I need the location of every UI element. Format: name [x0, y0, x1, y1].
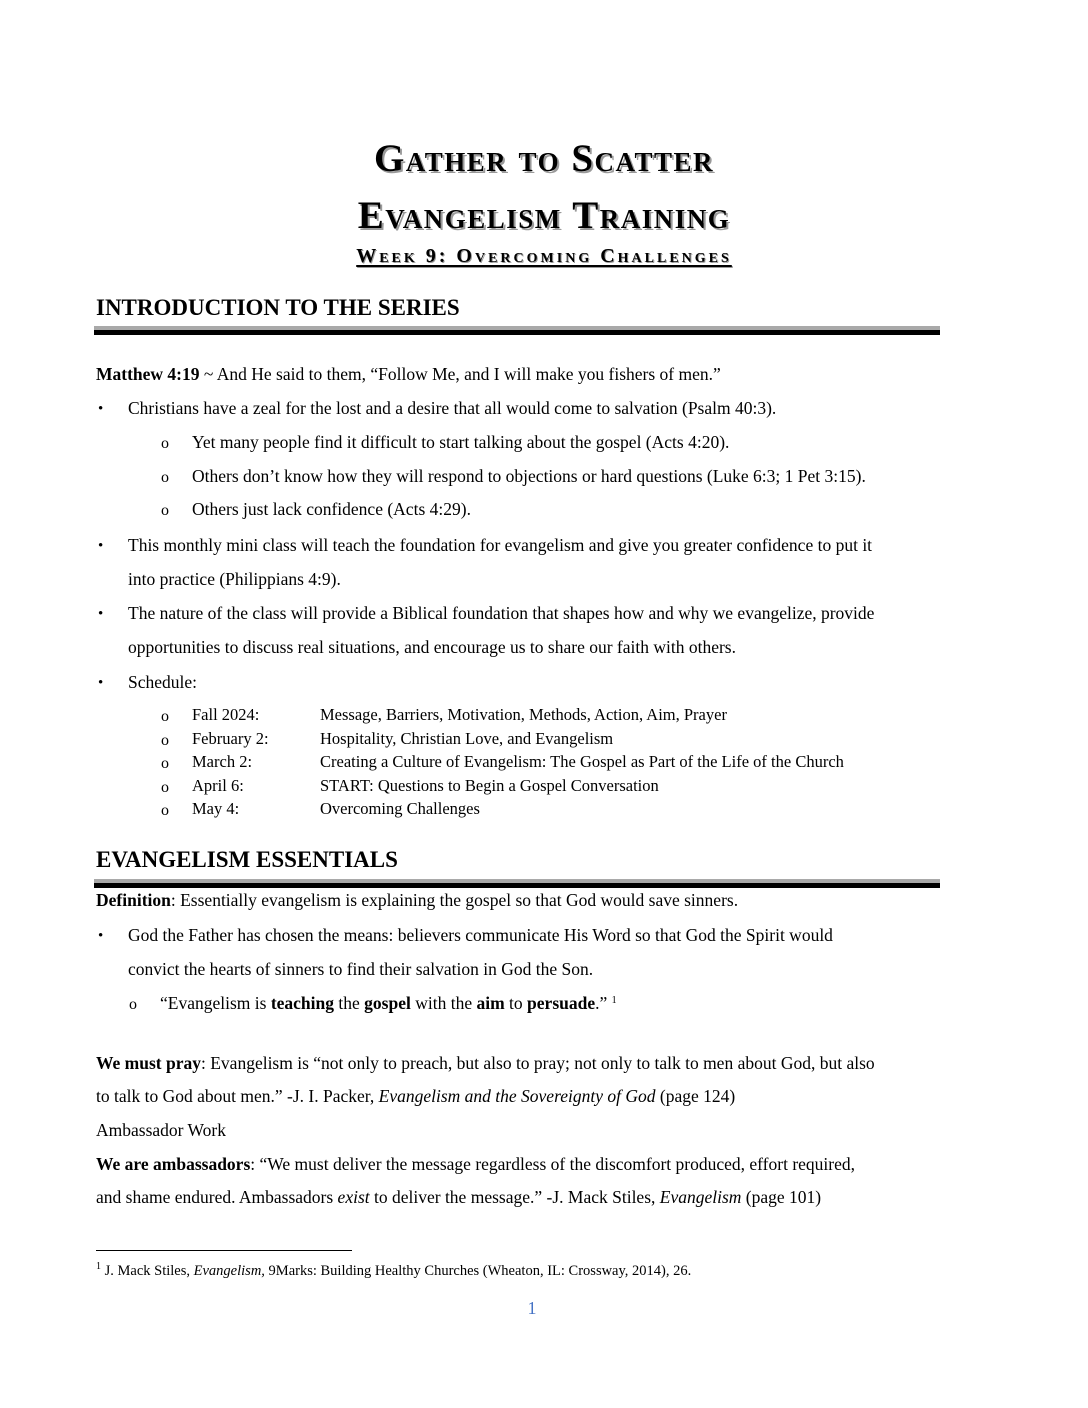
circle-bullet-icon: o — [161, 469, 169, 486]
section-rule — [94, 326, 940, 335]
essentials-bullet-line-1: God the Father has chosen the means: believers communicate His Word so that God the Spirit would — [128, 925, 833, 945]
evangelism-quote — [160, 995, 617, 1013]
section-rule — [94, 879, 940, 888]
schedule-topic: Creating a Culture of Evangelism: The Gospel as Part of the Life of the Church — [320, 752, 844, 771]
verse-line — [96, 366, 721, 384]
circle-bullet-icon: o — [161, 802, 169, 819]
verse-reference: Matthew 4:19 — [96, 364, 200, 384]
bullet-icon: • — [98, 606, 104, 622]
pray-text: : Evangelism is “not only to preach, but also to pray; not only to talk to men about God, but also — [201, 1053, 875, 1073]
intro-bullet-schedule: Schedule: — [128, 672, 198, 692]
ambassador-line-1 — [96, 1156, 855, 1174]
ambassador-line-2 — [96, 1189, 821, 1207]
bullet-icon: • — [98, 538, 104, 554]
book-title: Evangelism and the Sovereignty of God — [378, 1086, 656, 1106]
circle-bullet-icon: o — [161, 708, 169, 725]
intro-sub-3: Others just lack confidence (Acts 4:29). — [192, 499, 471, 519]
footnote-number: 1 — [96, 1261, 101, 1272]
quote-text: to — [504, 993, 528, 1013]
quote-text: .” — [595, 993, 612, 1013]
quote-text: the — [334, 993, 365, 1013]
circle-bullet-icon: o — [129, 996, 137, 1013]
quote-text: with the — [410, 993, 477, 1013]
ambassador-text: and shame endured. Ambassadors — [96, 1187, 338, 1207]
circle-bullet-icon: o — [161, 732, 169, 749]
pray-line-2 — [96, 1088, 735, 1106]
intro-bullet-2-line-1: This monthly mini class will teach the foundation for evangelism and give you greater confidence to put it — [128, 535, 873, 555]
ambassador-work-label: Ambassador Work — [96, 1120, 226, 1140]
circle-bullet-icon: o — [161, 435, 169, 452]
quote-bold-word: teaching — [270, 993, 335, 1013]
bullet-icon: • — [98, 401, 104, 417]
schedule-topic: Hospitality, Christian Love, and Evangelism — [320, 729, 614, 748]
schedule-topic: START: Questions to Begin a Gospel Conversation — [320, 776, 659, 795]
schedule-topic: Overcoming Challenges — [320, 799, 480, 818]
ambassador-label: We are ambassadors — [96, 1154, 251, 1174]
schedule-topic: Message, Barriers, Motivation, Methods, Action, Aim, Prayer — [320, 705, 727, 724]
verse-text: ~ And He said to them, “Follow Me, and I will make you fishers of men.” — [199, 364, 721, 384]
pray-text: to talk to God about men.” -J. I. Packer, — [96, 1086, 379, 1106]
pray-label: We must pray — [96, 1053, 201, 1073]
circle-bullet-icon: o — [161, 502, 169, 519]
intro-sub-1: Yet many people find it difficult to start talking about the gospel (Acts 4:20). — [192, 432, 730, 452]
ambassador-text: : “We must deliver the message regardless of the discomfort produced, effort required, — [250, 1154, 855, 1174]
circle-bullet-icon: o — [161, 779, 169, 796]
book-title: Evangelism — [659, 1187, 742, 1207]
bullet-icon: • — [98, 675, 104, 691]
essentials-bullet-line-2: convict the hearts of sinners to find their salvation in God the Son. — [128, 959, 594, 979]
schedule-date: March 2: — [192, 752, 253, 771]
schedule-date: Fall 2024: — [192, 705, 260, 724]
quote-bold-word: persuade — [527, 993, 596, 1013]
footnote-book: Evangelism, — [193, 1263, 265, 1279]
schedule-date: May 4: — [192, 799, 240, 818]
definition-label: Definition — [96, 890, 171, 910]
footnote-text: J. Mack Stiles, — [101, 1263, 194, 1279]
footnote — [96, 1261, 692, 1279]
pray-line-1 — [96, 1055, 875, 1073]
footnote-text: 9Marks: Building Healthy Churches (Wheaton, IL: Crossway, 2014), 26. — [264, 1263, 692, 1279]
definition-text: : Essentially evangelism is explaining the gospel so that God would save sinners. — [170, 890, 739, 910]
title-line-2: Evangelism Training — [357, 194, 731, 237]
intro-bullet-3-line-2: opportunities to discuss real situations, and encourage us to share our faith with others. — [128, 637, 736, 657]
circle-bullet-icon: o — [161, 755, 169, 772]
pray-text: (page 124) — [655, 1086, 736, 1106]
footnote-separator — [96, 1250, 352, 1251]
schedule-date: February 2: — [192, 729, 269, 748]
ambassador-emphasis: exist — [337, 1187, 370, 1207]
ambassador-text: (page 101) — [741, 1187, 822, 1207]
quote-bold-word: aim — [476, 993, 505, 1013]
subtitle: Week 9: Overcoming Challenges — [356, 245, 732, 267]
section-heading-essentials: EVANGELISM ESSENTIALS — [96, 847, 398, 872]
intro-bullet-3-line-1: The nature of the class will provide a Biblical foundation that shapes how and why we evangelize, provide — [128, 603, 875, 623]
page-number: 1 — [527, 1298, 537, 1318]
intro-sub-2: Others don’t know how they will respond to objections or hard questions (Luke 6:3; 1 Pet 3:15). — [192, 466, 866, 486]
quote-bold-word: gospel — [364, 993, 411, 1013]
intro-bullet-1: Christians have a zeal for the lost and a desire that all would come to salvation (Psalm 40:3). — [128, 398, 777, 418]
ambassador-text: to deliver the message.” -J. Mack Stiles, — [369, 1187, 660, 1207]
title-line-1: Gather to Scatter — [373, 137, 715, 180]
intro-bullet-2-line-2: into practice (Philippians 4:9). — [128, 569, 341, 589]
definition-line — [96, 892, 738, 910]
quote-text: “Evangelism is — [160, 993, 271, 1013]
schedule-date: April 6: — [192, 776, 244, 795]
bullet-icon: • — [98, 928, 104, 944]
footnote-marker[interactable]: 1 — [611, 995, 617, 1006]
section-heading-intro: INTRODUCTION TO THE SERIES — [96, 295, 460, 320]
